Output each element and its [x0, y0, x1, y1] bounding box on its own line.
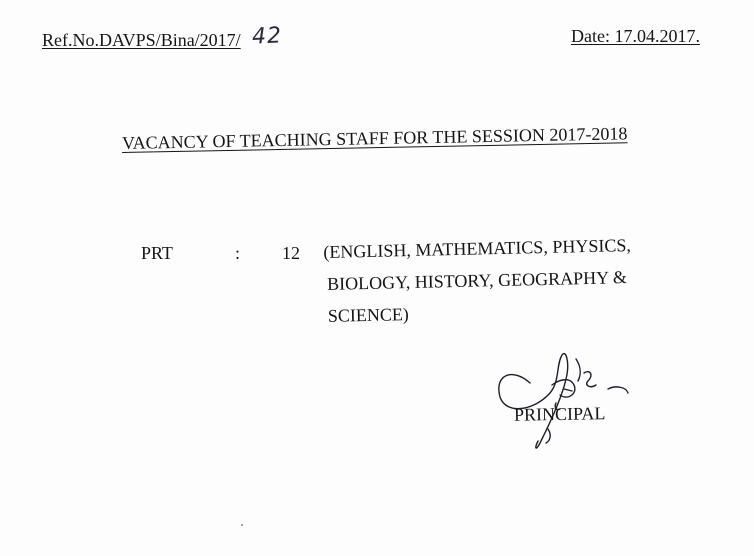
signatory-designation: PRINCIPAL: [513, 403, 606, 425]
vacancy-post: PRT: [141, 243, 173, 263]
vacancy-subjects-line: BIOLOGY, HISTORY, GEOGRAPHY &: [326, 267, 628, 294]
reference-number: Ref.No.DAVPS/Bina/2017/: [42, 30, 241, 50]
document-date: Date: 17.04.2017.: [571, 26, 700, 46]
reference-handwritten-number: 42: [251, 23, 283, 50]
notice-heading: VACANCY OF TEACHING STAFF FOR THE SESSION 2017-2018: [121, 123, 628, 153]
vacancy-subjects-line: SCIENCE): [327, 304, 410, 326]
scan-speck: [241, 524, 243, 526]
vacancy-count: 12: [282, 243, 300, 263]
vacancy-separator: :: [235, 243, 241, 263]
vacancy-subjects-line: (ENGLISH, MATHEMATICS, PHYSICS,: [323, 235, 632, 262]
vacancy-subjects: [323, 229, 655, 332]
handwritten-signature-icon: [490, 345, 650, 455]
